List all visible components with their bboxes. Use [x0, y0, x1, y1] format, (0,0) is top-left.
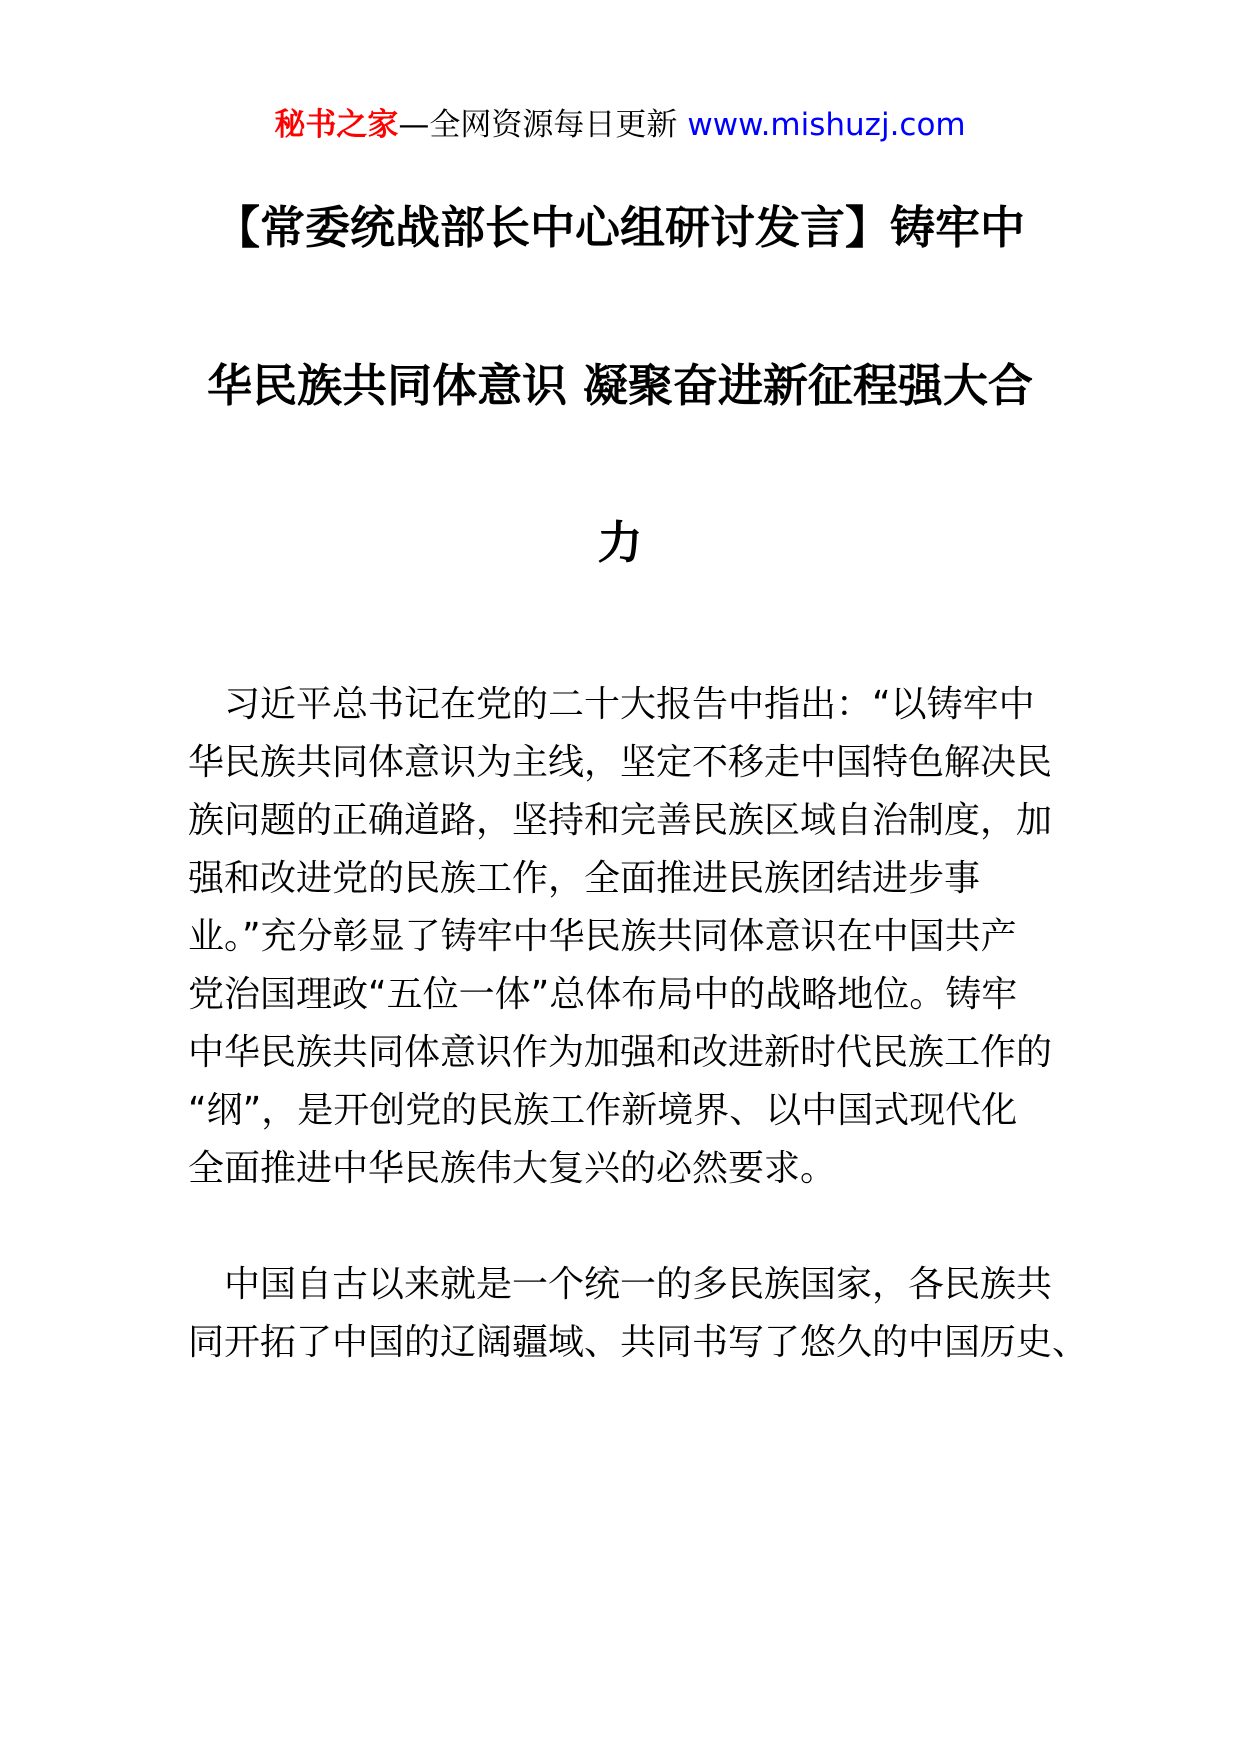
paragraph-1-line: 强和改进党的民族工作，全面推进民族团结进步事	[188, 858, 981, 899]
header-tagline: —全网资源每日更新	[398, 107, 678, 143]
paragraph-1-line: 华民族共同体意识为主线，坚定不移走中国特色解决民	[188, 742, 1053, 783]
paragraph-1-line: 党治国理政“五位一体”总体布局中的战略地位。铸牢	[188, 974, 1018, 1015]
paragraph-1-line: 全面推进中华民族伟大复兴的必然要求。	[188, 1148, 837, 1189]
site-header	[0, 103, 1240, 147]
paragraph-1-line: 中华民族共同体意识作为加强和改进新时代民族工作的	[188, 1032, 1053, 1073]
document-title-line-1: 【常委统战部长中心组研讨发言】铸牢中	[214, 201, 1025, 254]
paragraph-2-line: 中国自古以来就是一个统一的多民族国家，各民族共	[188, 1264, 1053, 1305]
site-url-link[interactable]: www.mishuzj.com	[687, 107, 966, 143]
paragraph-1-line: 业。”充分彰显了铸牢中华民族共同体意识在中国共产	[188, 916, 1017, 957]
paragraph-2-line: 同开拓了中国的辽阔疆域、共同书写了悠久的中国历史、	[188, 1322, 1089, 1363]
paragraph-1-line: “纲”，是开创党的民族工作新境界、以中国式现代化	[188, 1090, 1018, 1131]
document-title-line-3: 力	[597, 516, 643, 569]
paragraph-1-line: 族问题的正确道路，坚持和完善民族区域自治制度，加	[188, 800, 1053, 841]
brand-name: 秘书之家	[274, 107, 399, 143]
paragraph-1-line: 习近平总书记在党的二十大报告中指出：“以铸牢中	[188, 684, 1035, 725]
document-title-line-2: 华民族共同体意识 凝聚奋进新征程强大合	[207, 359, 1033, 412]
